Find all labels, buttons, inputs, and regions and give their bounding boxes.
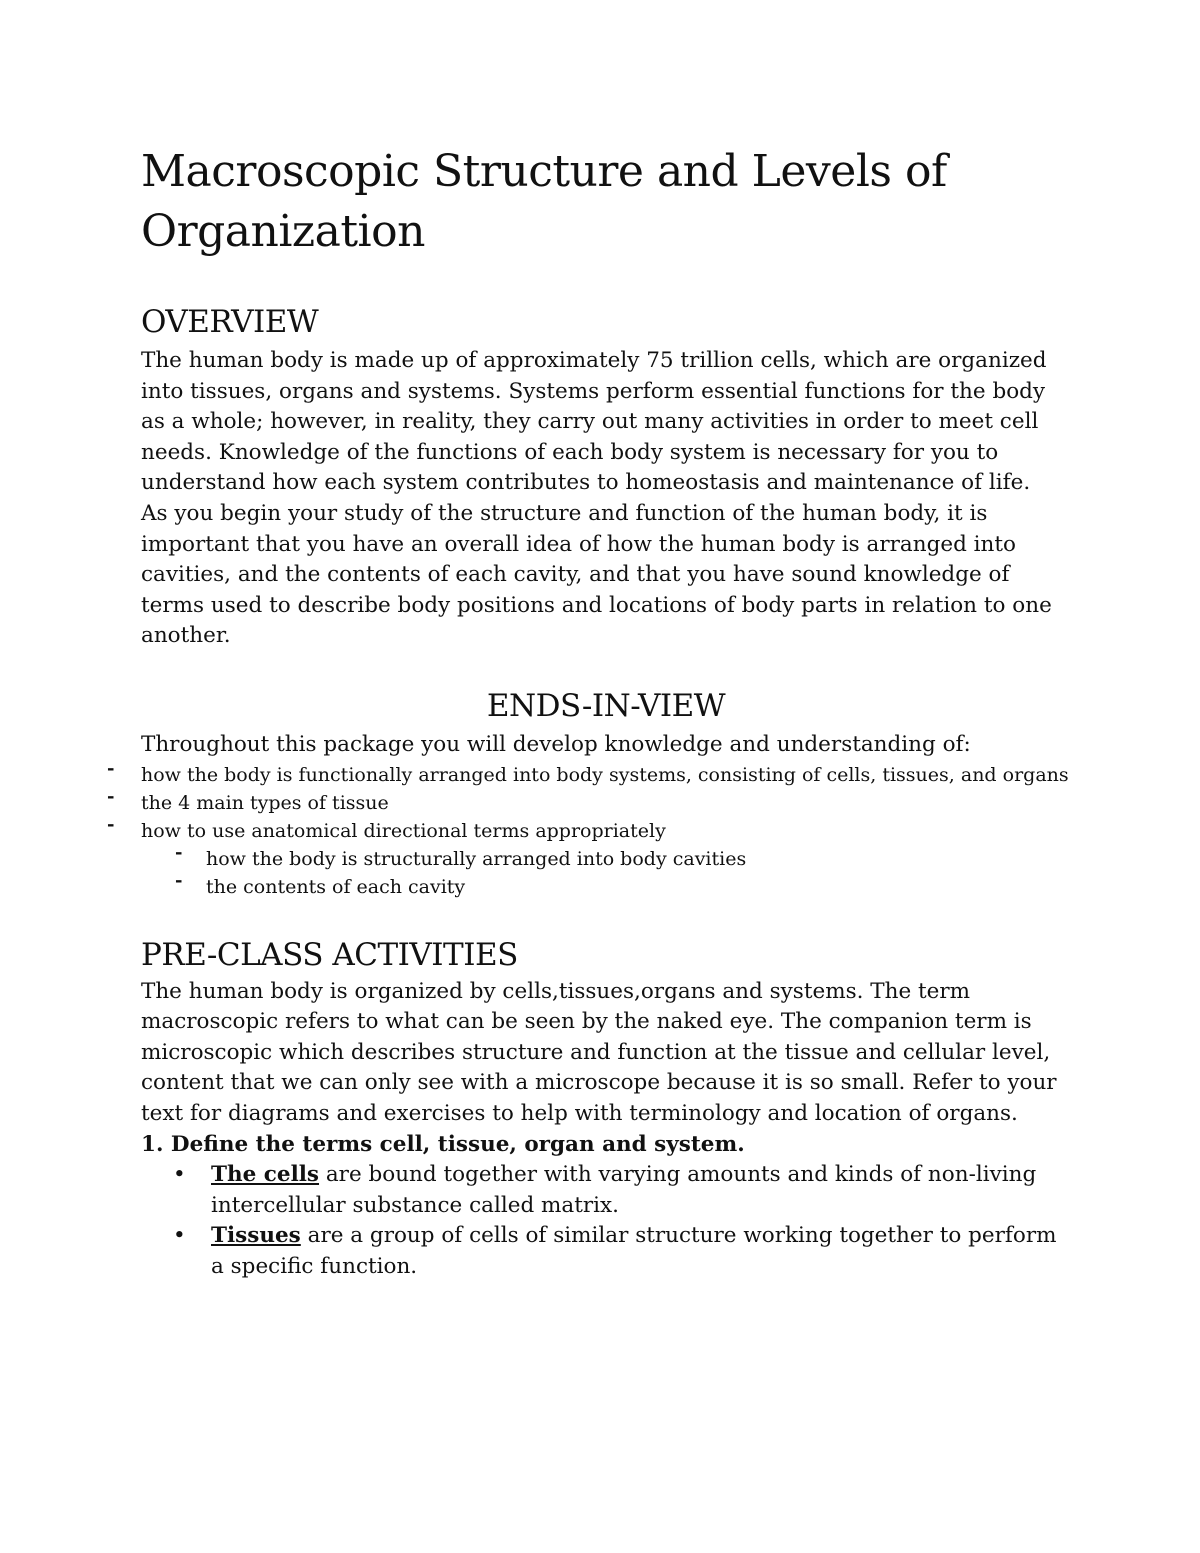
definition-text: are bound together with varying amounts and kinds of non-living intercellular substance called matrix. xyxy=(211,1162,1037,1218)
term-cells: The cells xyxy=(211,1162,320,1188)
question-1: 1. Define the terms cell, tissue, organ and system. xyxy=(141,1131,745,1157)
list-item xyxy=(173,1160,1071,1221)
overview-paragraph xyxy=(141,346,1071,652)
dash-marker: - xyxy=(107,813,115,835)
dash-marker: - xyxy=(107,757,115,779)
bullet-marker: • xyxy=(173,1223,186,1249)
list-item-text: the 4 main types of tissue xyxy=(141,791,389,814)
list-item-text: how to use anatomical directional terms appropriately xyxy=(141,819,666,842)
document-title: Macroscopic Structure and Levels of Organization xyxy=(141,146,947,257)
list-item xyxy=(173,1221,1071,1282)
definition-text: are a group of cells of similar structure working together to perform a specific function. xyxy=(211,1223,1057,1279)
list-item xyxy=(107,813,1071,845)
bullet-marker: • xyxy=(173,1162,186,1188)
list-item xyxy=(107,757,1071,789)
list-item xyxy=(141,841,1071,873)
list-item-text: how the body is functionally arranged into body systems, consisting of cells, tissues, and organs xyxy=(141,763,1069,786)
term-tissues: Tissues xyxy=(211,1223,301,1249)
overview-paragraph-2: As you begin your study of the structure and function of the human body, it is important that you have an overall idea of how the human body is arranged into cavities, and the contents of each cavity, and that you have sound knowledge of terms used to describe body positions and locations of body parts in relation to one another. xyxy=(141,500,1052,649)
ends-in-view-intro: Throughout this package you will develop knowledge and understanding of: xyxy=(141,731,971,757)
dash-marker: - xyxy=(175,841,183,863)
pre-class-heading: PRE-CLASS ACTIVITIES xyxy=(141,936,518,973)
pre-class-paragraph: The human body is organized by cells,tissues,organs and systems. The term macroscopic refers to what can be seen by the naked eye. The companion term is microscopic which describes structure and function at the tissue and cellular level, content that we can only see with a microscope because it is so small. Refer to your text for diagrams and exercises to help with terminology and location of organs. xyxy=(141,978,1057,1126)
list-item xyxy=(141,869,1071,901)
overview-paragraph-1: The human body is made up of approximately 75 trillion cells, which are organized into tissues, organs and systems. Systems perform essential functions for the body as a whole; however, in reality, they carry out many activities in order to meet cell needs. Knowledge of the functions of each body system is necessary for you to understand how each system contributes to homeostasis and maintenance of life. xyxy=(141,348,1047,496)
document-page xyxy=(107,142,1071,1282)
overview-heading: OVERVIEW xyxy=(141,304,319,340)
list-item-text: how the body is structurally arranged into body cavities xyxy=(206,847,747,870)
ends-in-view-heading: ENDS-IN-VIEW xyxy=(486,687,726,724)
definitions-list xyxy=(141,1160,1071,1282)
dash-marker: - xyxy=(175,869,183,891)
list-item-text: the contents of each cavity xyxy=(206,875,466,898)
ends-in-view-list xyxy=(107,757,1071,845)
dash-marker: - xyxy=(107,785,115,807)
ends-in-view-sublist xyxy=(141,841,1071,901)
list-item xyxy=(107,785,1071,817)
